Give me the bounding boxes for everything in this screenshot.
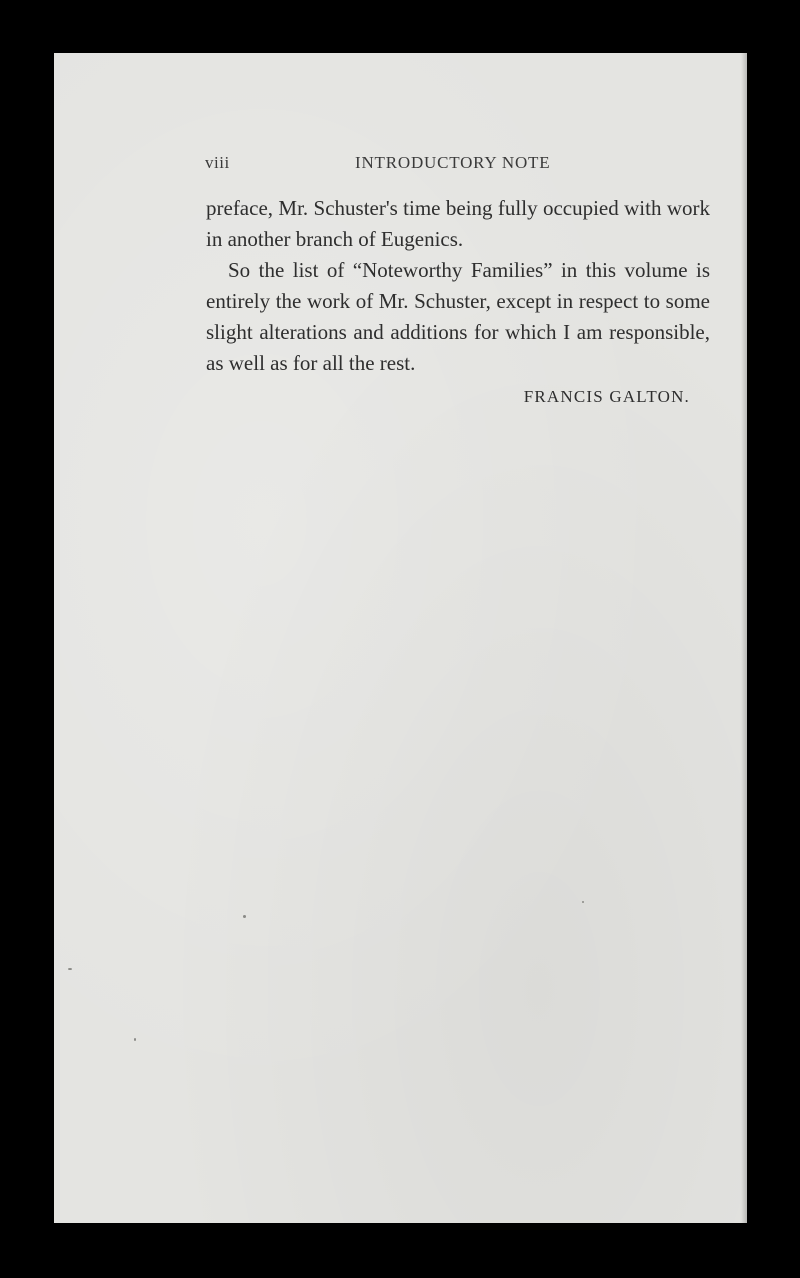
paper-speck	[243, 915, 246, 918]
paper-speck	[582, 901, 584, 903]
body-text	[206, 193, 710, 379]
author-signature: FRANCIS GALTON.	[523, 387, 690, 406]
paper-speck	[68, 968, 72, 970]
paragraph: preface, Mr. Schuster's time being fully occupied with work in another branch of Eugenics.	[206, 196, 710, 251]
page-number: viii	[205, 153, 230, 172]
running-head	[205, 153, 670, 175]
running-head-title: INTRODUCTORY NOTE	[355, 153, 551, 172]
paragraph: So the list of “Noteworthy Families” in this volume is entirely the work of Mr. Schuster, except in respect to some slight alterations and additions for which I am responsible, as well as for all the rest.	[206, 258, 710, 375]
paper-speck	[134, 1038, 136, 1041]
page-edge-shadow	[741, 53, 747, 1223]
book-page	[54, 53, 747, 1223]
